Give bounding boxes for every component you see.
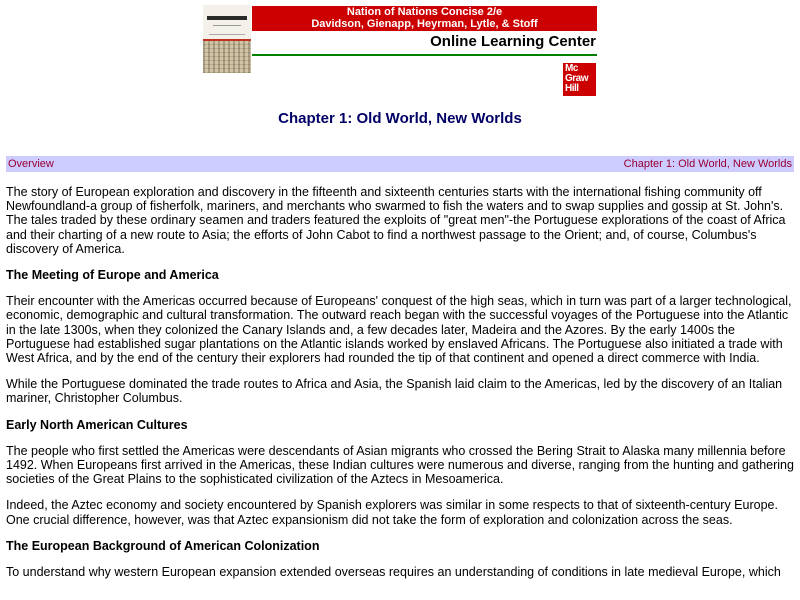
- page-title: Chapter 1: Old World, New Worlds: [278, 110, 522, 127]
- section-paragraph: Indeed, the Aztec economy and society encountered by Spanish explorers was similar in some respects to that of sixteenth-century Europe. One crucial difference, however, was that Aztec expansionism did not take the form of exploration and colonization across the seas.: [6, 498, 778, 527]
- section-heading: The Meeting of Europe and America: [6, 268, 219, 283]
- overview-link[interactable]: Overview: [8, 158, 54, 170]
- section-paragraph: Their encounter with the Americas occurred because of Europeans' conquest of the high seas, which in turn was part of a larger technological, economic, demographic and cultural transformation. The outward reach began with the successful voyages of the Portuguese into the Atlantic in the late 1300s, when they colonized the Canary Islands and, a few decades later, Madeira and the Azores. By the early 1400s the Portuguese had established sugar plantations on the Atlantic islands worked by enslaved Africans. The Portuguese also initiated a trade with West Africa, and by the end of the century their explorers had rounded the tip of that continent and opened a direct commerce with India.: [6, 294, 792, 366]
- book-authors: Davidson, Gienapp, Heyrman, Lytle, & Stoff: [311, 18, 538, 30]
- chapter-link[interactable]: Chapter 1: Old World, New Worlds: [623, 158, 792, 170]
- book-title: Nation of Nations Concise 2/e: [346, 6, 503, 18]
- book-info-band: [252, 6, 597, 31]
- section-heading: Early North American Cultures: [6, 417, 188, 432]
- chapter-overview-content: [6, 185, 798, 591]
- intro-paragraph: The story of European exploration and discovery in the fifteenth and sixteenth centuries starts with the international fishing community off Newfoundland-a group of fisherfolk, mariners, and merchants who swarmed to fish the waters and to swap supplies and gossip at St. John's. The tales traded by these ordinary seamen and traders featured the exploits of "great men"-the Portuguese explorations of the coast of Africa and their charting of a new route to Asia; the efforts of John Cabot to find a northwest passage to the Orient; and, of course, Columbus's discovery of America.: [6, 185, 786, 256]
- mcgraw-hill-logo[interactable]: Mc Graw Hill: [563, 63, 596, 96]
- breadcrumb-bar: [6, 156, 794, 172]
- site-title: Online Learning Center: [430, 33, 596, 50]
- section-heading: The European Background of American Colonization: [6, 538, 320, 553]
- section-paragraph: While the Portuguese dominated the trade routes to Africa and Asia, the Spanish laid claim to the Americas, led by the discovery of an Italian mariner, Christopher Columbus.: [6, 377, 783, 406]
- section-paragraph: The people who first settled the Americas were descendants of Asian migrants who crossed the Bering Strait to Alaska many millennia before 1492. When Europeans first arrived in the Americas, these Indian cultures were numerous and diverse, ranging from the hunting and gathering societies of the Great Plains to the sophisticated civilization of the Aztecs in Mesoamerica.: [6, 443, 794, 487]
- header-divider: [252, 54, 597, 56]
- section-paragraph: To understand why western European expansion extended overseas requires an understanding of conditions in late medieval Europe, which: [6, 565, 781, 580]
- site-header: [203, 5, 597, 97]
- book-cover-image: [203, 5, 251, 73]
